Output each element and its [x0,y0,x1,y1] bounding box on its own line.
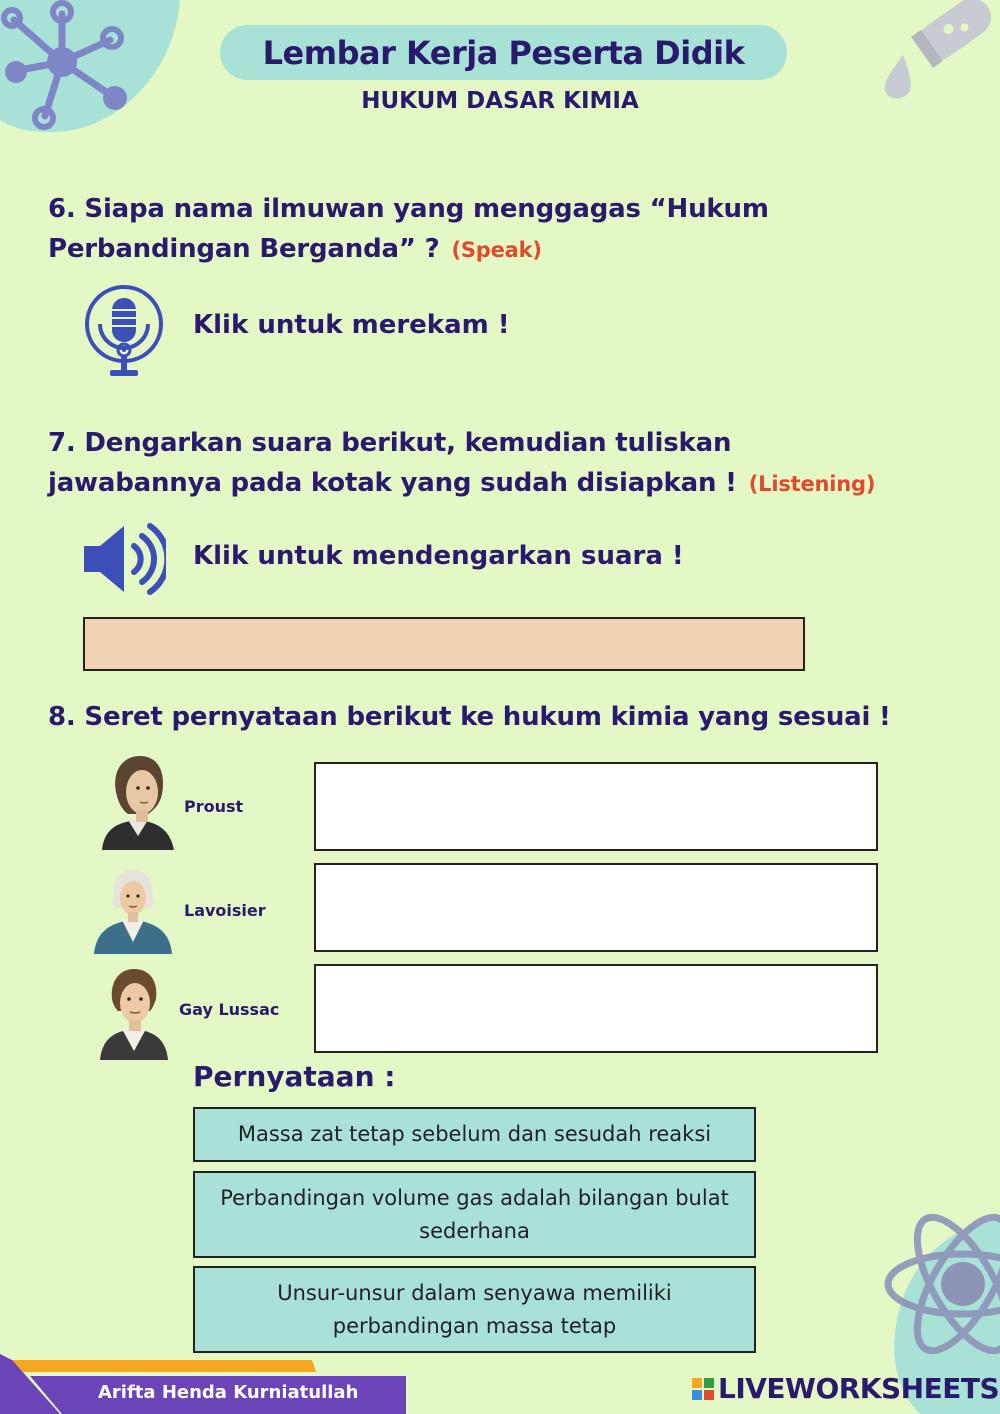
question-6-line-2: Perbandingan Berganda” ? [48,234,440,264]
question-7 [48,423,875,504]
speak-tag: (Speak) [451,238,542,262]
scientist-name-gay-lussac: Gay Lussac [179,1000,280,1019]
answer-input-box[interactable] [83,617,805,671]
statements-title: Pernyataan : [193,1060,396,1093]
lavoisier-portrait-icon [92,866,174,954]
liveworksheets-logo[interactable] [692,1372,999,1405]
drop-box-lavoisier[interactable] [314,863,878,952]
page-title: Lembar Kerja Peserta Didik [220,25,787,80]
drop-box-proust[interactable] [314,762,878,851]
question-7-line-2: jawabannya pada kotak yang sudah disiapkan ! [48,468,737,498]
proust-portrait-icon [98,752,178,850]
scientist-name-proust: Proust [184,797,244,816]
listen-button[interactable]: Klik untuk mendengarkan suara ! [193,541,684,571]
question-6 [48,189,769,270]
statement-draggable-2[interactable]: Perbandingan volume gas adalah bilangan bulat sederhana [193,1171,756,1258]
listening-tag: (Listening) [748,472,876,496]
author-name: Arifta Henda Kurniatullah [98,1382,359,1403]
liveworksheets-brand-text: LIVEWORKSHEETS [718,1372,1000,1405]
molecule-decoration-icon [0,0,190,140]
question-7-line-1: 7. Dengarkan suara berikut, kemudian tuliskan [48,428,732,458]
record-button[interactable]: Klik untuk merekam ! [193,310,510,340]
statement-draggable-1[interactable]: Massa zat tetap sebelum dan sesudah reaksi [193,1107,756,1162]
liveworksheets-logo-squares [692,1378,714,1400]
page-subtitle: HUKUM DASAR KIMIA [361,88,639,114]
question-8: 8. Seret pernyataan berikut ke hukum kimia yang sesuai ! [48,702,891,732]
microphone-icon[interactable] [82,284,166,382]
drop-box-gay-lussac[interactable] [314,964,878,1053]
gay-lussac-portrait-icon [98,965,170,1060]
statement-draggable-3[interactable]: Unsur-unsur dalam senyawa memiliki perbandingan massa tetap [193,1266,756,1353]
speaker-icon[interactable] [82,522,166,596]
scientist-name-lavoisier: Lavoisier [184,901,266,920]
question-6-line-1: 6. Siapa nama ilmuwan yang menggagas “Hukum [48,194,769,224]
